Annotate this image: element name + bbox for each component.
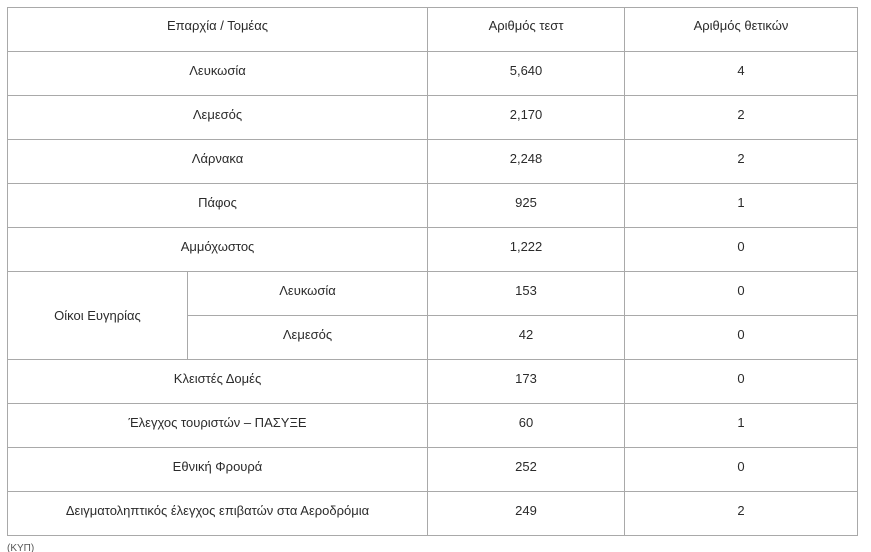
region-cell: Εθνική Φρουρά: [8, 448, 428, 492]
table-row: [8, 52, 858, 96]
positives-cell: 0: [625, 360, 858, 404]
region-cell: Λάρνακα: [8, 140, 428, 184]
tests-cell: 5,640: [428, 52, 625, 96]
tests-cell: 60: [428, 404, 625, 448]
subregion-cell: Λεμεσός: [188, 316, 428, 360]
tests-cell: 2,170: [428, 96, 625, 140]
positives-cell: 4: [625, 52, 858, 96]
positives-cell: 2: [625, 140, 858, 184]
positives-cell: 0: [625, 272, 858, 316]
header-row: [8, 8, 858, 52]
region-cell: Λεμεσός: [8, 96, 428, 140]
table-row: [8, 360, 858, 404]
table-row: [8, 272, 858, 316]
region-cell: Δειγματοληπτικός έλεγχος επιβατών στα Αεροδρόμια: [8, 492, 428, 536]
source-footnote: (ΚΥΠ): [7, 543, 35, 552]
header-tests: Αριθμός τεστ: [428, 8, 625, 52]
tests-cell: 252: [428, 448, 625, 492]
region-cell: Κλειστές Δομές: [8, 360, 428, 404]
covid-tests-table: [7, 7, 858, 536]
positives-cell: 1: [625, 404, 858, 448]
region-cell: Αμμόχωστος: [8, 228, 428, 272]
tests-cell: 249: [428, 492, 625, 536]
tests-cell: 2,248: [428, 140, 625, 184]
table-row: [8, 140, 858, 184]
tests-cell: 1,222: [428, 228, 625, 272]
region-cell: Λευκωσία: [8, 52, 428, 96]
header-region: Επαρχία / Τομέας: [8, 8, 428, 52]
table-row: [8, 184, 858, 228]
region-cell: Έλεγχος τουριστών – ΠΑΣΥΞΕ: [8, 404, 428, 448]
tests-cell: 173: [428, 360, 625, 404]
table-row: [8, 492, 858, 536]
positives-cell: 2: [625, 492, 858, 536]
positives-cell: 0: [625, 228, 858, 272]
positives-cell: 0: [625, 316, 858, 360]
table-row: [8, 228, 858, 272]
region-cell: Πάφος: [8, 184, 428, 228]
subregion-cell: Λευκωσία: [188, 272, 428, 316]
group-label-cell: Οίκοι Ευγηρίας: [8, 272, 188, 360]
positives-cell: 1: [625, 184, 858, 228]
table-row: [8, 96, 858, 140]
tests-cell: 42: [428, 316, 625, 360]
positives-cell: 0: [625, 448, 858, 492]
table-row: [8, 448, 858, 492]
header-positives: Αριθμός θετικών: [625, 8, 858, 52]
tests-cell: 153: [428, 272, 625, 316]
tests-cell: 925: [428, 184, 625, 228]
positives-cell: 2: [625, 96, 858, 140]
table-row: [8, 404, 858, 448]
